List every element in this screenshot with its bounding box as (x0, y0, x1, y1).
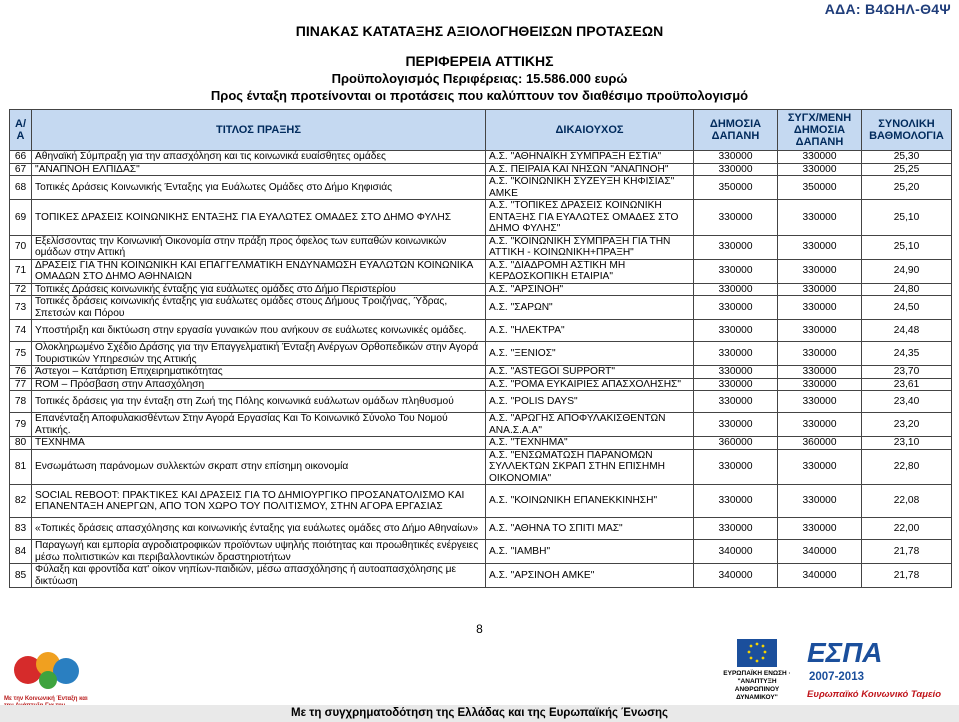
table-row (10, 366, 952, 379)
row-number: 71 (10, 259, 32, 283)
row-public-expenditure: 340000 (694, 564, 778, 588)
table-row (10, 378, 952, 391)
region-name: ΠΕΡΙΦΕΡΕΙΑ ΑΤΤΙΚΗΣ (405, 53, 554, 69)
row-public-expenditure: 330000 (694, 413, 778, 437)
row-total-score: 24,35 (862, 342, 952, 366)
row-public-expenditure: 330000 (694, 235, 778, 259)
row-number: 70 (10, 235, 32, 259)
row-number: 75 (10, 342, 32, 366)
row-public-expenditure: 330000 (694, 259, 778, 283)
header-beneficiary: ΔΙΚΑΙΟΥΧΟΣ (486, 110, 694, 151)
row-cofinanced-expenditure: 360000 (778, 437, 862, 450)
row-beneficiary: Α.Σ. "ΡΟΜΑ ΕΥΚΑΙΡΙΕΣ ΑΠΑΣΧΟΛΗΣΗΣ" (486, 378, 694, 391)
row-title: Επανένταξη Αποφυλακισθέντων Στην Αγορά Εργασίας Και Το Κοινωνικό Σύνολο Του Νομού Αττικής. (32, 413, 486, 437)
row-cofinanced-expenditure: 330000 (778, 163, 862, 176)
row-public-expenditure: 330000 (694, 320, 778, 342)
document-title (0, 23, 959, 39)
table-row (10, 564, 952, 588)
row-public-expenditure: 360000 (694, 437, 778, 450)
ada-code: ΑΔΑ: Β4ΩΗΛ-Θ4Ψ (824, 1, 951, 17)
row-cofinanced-expenditure: 340000 (778, 564, 862, 588)
row-cofinanced-expenditure: 330000 (778, 235, 862, 259)
espa-logo-block (709, 637, 949, 709)
row-beneficiary: Α.Σ. "ΤΕΧΝΗΜΑ" (486, 437, 694, 450)
social-inclusion-logo-text: Με την Κοινωνική Ένταξη και (4, 696, 88, 702)
row-cofinanced-expenditure: 330000 (778, 200, 862, 236)
row-cofinanced-expenditure: 350000 (778, 176, 862, 200)
row-number: 85 (10, 564, 32, 588)
row-title: Φύλαξη και φροντίδα κατ' οίκον νηπίων-παιδιών, μέσω απασχόλησης ή αυτοαπασχόλησης με δικτύωση (32, 564, 486, 588)
row-beneficiary: Α.Σ. ΠΕΙΡΑΙΑ ΚΑΙ ΝΗΣΩΝ "ΑΝΑΠΝΟΗ" (486, 163, 694, 176)
table-row (10, 413, 952, 437)
row-total-score: 24,80 (862, 283, 952, 296)
row-number: 77 (10, 378, 32, 391)
row-public-expenditure: 330000 (694, 378, 778, 391)
ranking-table (9, 109, 952, 588)
row-total-score: 25,10 (862, 235, 952, 259)
table-row (10, 437, 952, 450)
table-row (10, 449, 952, 485)
table-row (10, 342, 952, 366)
row-total-score: 25,20 (862, 176, 952, 200)
row-cofinanced-expenditure: 330000 (778, 151, 862, 164)
document-title-text: ΠΙΝΑΚΑΣ ΚΑΤΑΤΑΞΗΣ ΑΞΙΟΛΟΓΗΘΕΙΣΩΝ ΠΡΟΤΑΣΕΩΝ (295, 23, 664, 39)
row-beneficiary: Α.Σ. "ΑΘΗΝΑ ΤΟ ΣΠΙΤΙ ΜΑΣ" (486, 518, 694, 540)
row-cofinanced-expenditure: 330000 (778, 366, 862, 379)
row-public-expenditure: 340000 (694, 540, 778, 564)
funding-note: Προς ένταξη προτείνονται οι προτάσεις που καλύπτουν τον διαθέσιμο προϋπολογισμό (210, 88, 749, 103)
row-title: ΔΡΑΣΕΙΣ ΓΙΑ ΤΗΝ ΚΟΙΝΩΝΙΚΗ ΚΑΙ ΕΠΑΓΓΕΛΜΑΤΙΚΗ ΕΝΔΥΝΑΜΩΣΗ ΕΥΑΛΩΤΩΝ ΚΟΙΝΩΝΙΚΑ ΟΜΑΔΩΝ ΣΤΟ ΔΗΜΟ ΑΘΗΝΑΙΩΝ (32, 259, 486, 283)
row-public-expenditure: 330000 (694, 518, 778, 540)
row-public-expenditure: 330000 (694, 342, 778, 366)
row-public-expenditure: 330000 (694, 366, 778, 379)
header-total-score: ΣΥΝΟΛΙΚΗ ΒΑΘΜΟΛΟΓΙΑ (862, 110, 952, 151)
row-beneficiary: Α.Σ. "ΑΡΩΓΗΣ ΑΠΟΦΥΛΑΚΙΣΘΕΝΤΩΝ ΑΝΑ.Σ.Α.Α" (486, 413, 694, 437)
row-beneficiary: Α.Σ. "ΑΘΗΝΑΪΚΗ ΣΥΜΠΡΑΞΗ ΕΣΤΙΑ" (486, 151, 694, 164)
row-beneficiary: Α.Σ. "ΚΟΙΝΩΝΙΚΗ ΣΥΜΠΡΑΞΗ ΓΙΑ ΤΗΝ ΑΤΤΙΚΗ - ΚΟΙΝΩΝΙΚΗ+ΠΡΑΞΗ" (486, 235, 694, 259)
program-text: ΕΥΡΩΠΑΪΚΗ ΕΝΩΣΗ · "ΑΝΑΠΤΥΞΗ ΑΝΘΡΩΠΙΝΟΥ ΔΥΝΑΜΙΚΟΥ" (723, 670, 791, 701)
row-number: 67 (10, 163, 32, 176)
row-beneficiary: Α.Σ. "ΞΕΝΙΟΣ" (486, 342, 694, 366)
row-number: 73 (10, 296, 32, 320)
espa-motto: Ευρωπαϊκό Κοινωνικό Ταμείο (807, 689, 941, 700)
table-row (10, 320, 952, 342)
row-cofinanced-expenditure: 330000 (778, 378, 862, 391)
row-number: 81 (10, 449, 32, 485)
row-beneficiary: Α.Σ. "ΚΟΙΝΩΝΙΚΗ ΕΠΑΝΕΚΚΙΝΗΣΗ" (486, 485, 694, 518)
row-title: ΤΟΠΙΚΕΣ ΔΡΑΣΕΙΣ ΚΟΙΝΩΝΙΚΗΣ ΕΝΤΑΞΗΣ ΓΙΑ ΕΥΑΛΩΤΕΣ ΟΜΑΔΕΣ ΣΤΟ ΔΗΜΟ ΦΥΛΗΣ (32, 200, 486, 236)
row-public-expenditure: 330000 (694, 296, 778, 320)
header-num: Α/Α (10, 110, 32, 151)
table-row (10, 485, 952, 518)
row-cofinanced-expenditure: 340000 (778, 540, 862, 564)
table-row (10, 540, 952, 564)
row-public-expenditure: 330000 (694, 163, 778, 176)
row-total-score: 24,48 (862, 320, 952, 342)
row-title: Τοπικές Δράσεις Κοινωνικής Ένταξης για Ευάλωτες Ομάδες στο Δήμο Κηφισιάς (32, 176, 486, 200)
table-row (10, 176, 952, 200)
row-public-expenditure: 350000 (694, 176, 778, 200)
row-public-expenditure: 330000 (694, 283, 778, 296)
table-header-row (10, 110, 952, 151)
row-cofinanced-expenditure: 330000 (778, 485, 862, 518)
row-public-expenditure: 330000 (694, 485, 778, 518)
row-total-score: 25,25 (862, 163, 952, 176)
table-row (10, 518, 952, 540)
row-title: Παραγωγή και εμπορία αγροδιατροφικών προϊόντων υψηλής ποιότητας και προωθητικές ενέργειες μέσω πολιτιστικών και περιβαλλοντικών δραστηριοτήτων (32, 540, 486, 564)
row-cofinanced-expenditure: 330000 (778, 391, 862, 413)
row-number: 82 (10, 485, 32, 518)
row-total-score: 22,80 (862, 449, 952, 485)
row-public-expenditure: 330000 (694, 200, 778, 236)
row-total-score: 23,10 (862, 437, 952, 450)
row-cofinanced-expenditure: 330000 (778, 259, 862, 283)
eu-program-box (717, 639, 797, 705)
row-beneficiary: Α.Σ. "ΔΙΑΔΡΟΜΗ ΑΣΤΙΚΗ ΜΗ ΚΕΡΔΟΣΚΟΠΙΚΗ ΕΤΑΙΡΙΑ" (486, 259, 694, 283)
table-row (10, 200, 952, 236)
table-row (10, 296, 952, 320)
row-title: Υποστήριξη και δικτύωση στην εργασία γυναικών που ανήκουν σε ευάλωτες κοινωνικές ομάδες. (32, 320, 486, 342)
social-inclusion-logo-graphic (2, 644, 94, 694)
row-public-expenditure: 330000 (694, 449, 778, 485)
row-title: Ολοκληρωμένο Σχέδιο Δράσης για την Επαγγελματική Ένταξη Ανέργων Ορθοπεδικών στην Αγορά Τουριστικών Υπηρεσιών της Αττικής (32, 342, 486, 366)
row-number: 83 (10, 518, 32, 540)
row-total-score: 24,50 (862, 296, 952, 320)
row-total-score: 22,00 (862, 518, 952, 540)
row-number: 76 (10, 366, 32, 379)
table-row (10, 283, 952, 296)
row-total-score: 23,40 (862, 391, 952, 413)
document-header (0, 53, 959, 104)
table-body (10, 151, 952, 588)
row-total-score: 25,30 (862, 151, 952, 164)
row-number: 78 (10, 391, 32, 413)
row-total-score: 25,10 (862, 200, 952, 236)
row-cofinanced-expenditure: 330000 (778, 518, 862, 540)
row-title: Εξελίσσοντας την Κοινωνική Οικονομία στην πράξη προς όφελος των ευπαθών κοινωνικών ομάδων στην Αττική (32, 235, 486, 259)
row-cofinanced-expenditure: 330000 (778, 283, 862, 296)
row-title: SOCIAL REBOOT: ΠΡΑΚΤΙΚΕΣ ΚΑΙ ΔΡΑΣΕΙΣ ΓΙΑ ΤΟ ΔΗΜΙΟΥΡΓΙΚΟ ΠΡΟΣΑΝΑΤΟΛΙΣΜΟ ΚΑΙ ΕΠΑΝΕΝΤΑΞΗ ΑΝΕΡΓΩΝ, ΑΠΟ ΤΟΝ ΧΩΡΟ ΤΟΥ ΠΟΛΙΤΙΣΜΟΥ, ΣΤΗΝ ΑΓΟΡΑ ΕΡΓΑΣΙΑΣ (32, 485, 486, 518)
eu-flag-icon (737, 639, 777, 667)
row-cofinanced-expenditure: 330000 (778, 320, 862, 342)
row-title: Άστεγοι – Κατάρτιση Επιχειρηματικότητας (32, 366, 486, 379)
row-beneficiary: Α.Σ. "ΣΑΡΩΝ" (486, 296, 694, 320)
row-total-score: 23,61 (862, 378, 952, 391)
row-total-score: 21,78 (862, 564, 952, 588)
row-total-score: 22,08 (862, 485, 952, 518)
budget-line: Προϋπολογισμός Περιφέρειας: 15.586.000 ευρώ (331, 71, 628, 86)
row-beneficiary: Α.Σ. "ΤΟΠΙΚΕΣ ΔΡΑΣΕΙΣ ΚΟΙΝΩΝΙΚΗ ΕΝΤΑΞΗΣ ΓΙΑ ΕΥΑΛΩΤΕΣ ΟΜΑΔΕΣ ΣΤΟ ΔΗΜΟ ΦΥΛΗΣ" (486, 200, 694, 236)
row-title: Ενσωμάτωση παράνομων συλλεκτών σκραπ στην επίσημη οικονομία (32, 449, 486, 485)
row-title: Τοπικές δράσεις για την ένταξη στη Ζωή της Πόλης κοινωνικά ευάλωτων ομάδων πληθυσμού (32, 391, 486, 413)
row-title: ROM – Πρόσβαση στην Απασχόληση (32, 378, 486, 391)
cofinancing-statement: Με τη συγχρηματοδότηση της Ελλάδας και της Ευρωπαϊκής Ένωσης (291, 707, 668, 719)
row-beneficiary: Α.Σ. "ΑΡΣΙΝΟΗ ΑΜΚΕ" (486, 564, 694, 588)
row-title: Τοπικές δράσεις κοινωνικής ένταξης για ευάλωτες ομάδες στους Δήμους Τροιζήνας, Ύδρας, Σπετσών και Πόρου (32, 296, 486, 320)
row-public-expenditure: 330000 (694, 151, 778, 164)
row-title: ΤΕΧΝΗΜΑ (32, 437, 486, 450)
row-total-score: 21,78 (862, 540, 952, 564)
header-title: ΤΙΤΛΟΣ ΠΡΑΞΗΣ (32, 110, 486, 151)
row-beneficiary: Α.Σ. "ΗΛΕΚΤΡΑ" (486, 320, 694, 342)
table-row (10, 259, 952, 283)
row-beneficiary: Α.Σ. "ΚΟΙΝΩΝΙΚΗ ΣΥΖΕΥΞΗ ΚΗΦΙΣΙΑΣ" ΑΜΚΕ (486, 176, 694, 200)
row-number: 84 (10, 540, 32, 564)
row-number: 68 (10, 176, 32, 200)
row-number: 74 (10, 320, 32, 342)
row-beneficiary: Α.Σ. "ΑΡΣΙΝΟΗ" (486, 283, 694, 296)
header-public-expenditure: ΔΗΜΟΣΙΑ ΔΑΠΑΝΗ (694, 110, 778, 151)
row-beneficiary: Α.Σ. "ΕΝΣΩΜΑΤΩΣΗ ΠΑΡΑΝΟΜΩΝ ΣΥΛΛΕΚΤΩΝ ΣΚΡΑΠ ΣΤΗΝ ΕΠΙΣΗΜΗ ΟΙΚΟΝΟΜΙΑ" (486, 449, 694, 485)
row-beneficiary: Α.Σ. "ASTEGOI SUPPORT" (486, 366, 694, 379)
row-title: Τοπικές Δράσεις κοινωνικής ένταξης για ευάλωτες ομάδες στο Δήμο Περιστερίου (32, 283, 486, 296)
row-cofinanced-expenditure: 330000 (778, 413, 862, 437)
row-cofinanced-expenditure: 330000 (778, 342, 862, 366)
row-number: 79 (10, 413, 32, 437)
row-title: "ΑΝΑΠΝΟΗ ΕΛΠΙΔΑΣ" (32, 163, 486, 176)
row-number: 66 (10, 151, 32, 164)
row-public-expenditure: 330000 (694, 391, 778, 413)
table-row (10, 163, 952, 176)
table-row (10, 235, 952, 259)
espa-wordmark: ΕΣΠΑ (807, 637, 883, 668)
row-total-score: 24,90 (862, 259, 952, 283)
row-cofinanced-expenditure: 330000 (778, 296, 862, 320)
row-beneficiary: Α.Σ. "ΙΑΜΒΗ" (486, 540, 694, 564)
row-total-score: 23,20 (862, 413, 952, 437)
row-total-score: 23,70 (862, 366, 952, 379)
row-number: 80 (10, 437, 32, 450)
row-number: 69 (10, 200, 32, 236)
row-beneficiary: Α.Σ. "POLIS DAYS" (486, 391, 694, 413)
row-title: Αθηναϊκή Σύμπραξη για την απασχόληση και τις κοινωνικά ευαίσθητες ομάδες (32, 151, 486, 164)
row-cofinanced-expenditure: 330000 (778, 449, 862, 485)
page-number: 8 (476, 622, 483, 636)
header-cofinanced-expenditure: ΣΥΓΧ/ΜΕΝΗ ΔΗΜΟΣΙΑ ΔΑΠΑΝΗ (778, 110, 862, 151)
row-title: «Τοπικές δράσεις απασχόλησης και κοινωνικής ένταξης για ευάλωτες ομάδες στο Δήμο Αθηναίων» (32, 518, 486, 540)
table-row (10, 391, 952, 413)
row-number: 72 (10, 283, 32, 296)
espa-years: 2007-2013 (809, 671, 864, 683)
table-row (10, 151, 952, 164)
